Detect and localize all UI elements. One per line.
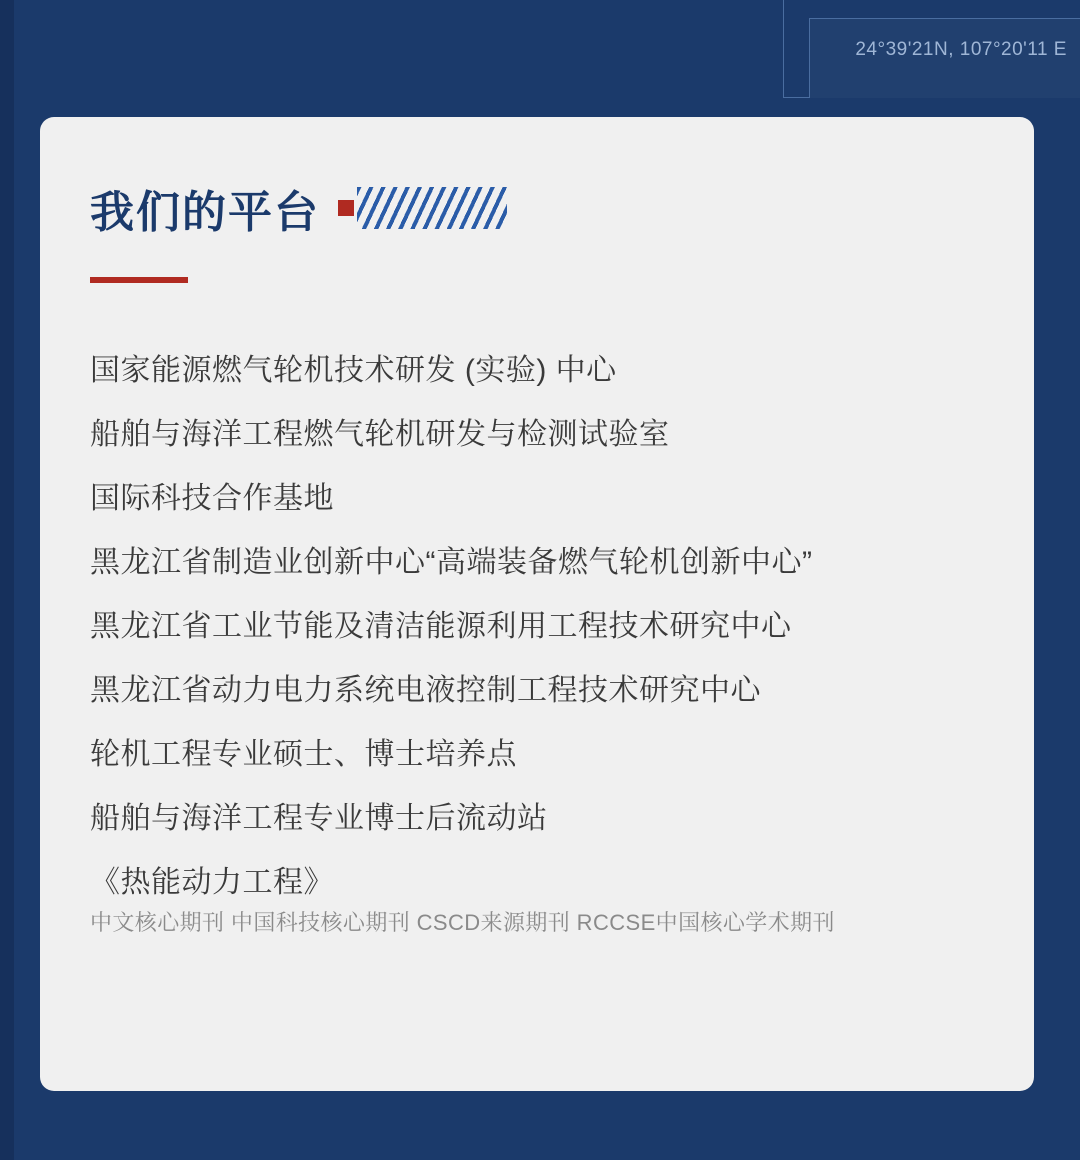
list-item: 黑龙江省工业节能及清洁能源利用工程技术研究中心 (90, 610, 792, 643)
platform-list (90, 339, 994, 937)
red-square-icon (338, 200, 354, 216)
list-item: 黑龙江省动力电力系统电液控制工程技术研究中心 (90, 674, 761, 707)
heading-decoration (338, 187, 507, 229)
journal-title: 《热能动力工程》 (90, 866, 334, 899)
list-item: 船舶与海洋工程专业博士后流动站 (90, 802, 548, 835)
coordinate-text: 24°39'21N, 107°20'11 E (855, 39, 1067, 60)
coordinate-frame (783, 0, 1080, 98)
list-item: 船舶与海洋工程燃气轮机研发与检测试验室 (90, 418, 670, 451)
list-item: 国际科技合作基地 (90, 482, 334, 515)
journal-tags: 中文核心期刊 中国科技核心期刊 CSCD来源期刊 RCCSE中国核心学术期刊 (90, 910, 835, 935)
coordinate-frame-inner (809, 18, 1080, 98)
list-item: 轮机工程专业硕士、博士培养点 (90, 738, 517, 771)
list-item: 国家能源燃气轮机技术研发 (实验) 中心 (90, 354, 617, 387)
left-accent-bar (0, 0, 14, 1160)
hatch-stripes-icon (357, 187, 507, 229)
card-heading-row (90, 187, 507, 235)
platform-card (40, 117, 1034, 1091)
page-title: 我们的平台 (90, 188, 320, 237)
list-item: 黑龙江省制造业创新中心“高端装备燃气轮机创新中心” (90, 546, 813, 579)
heading-underline (90, 277, 188, 283)
